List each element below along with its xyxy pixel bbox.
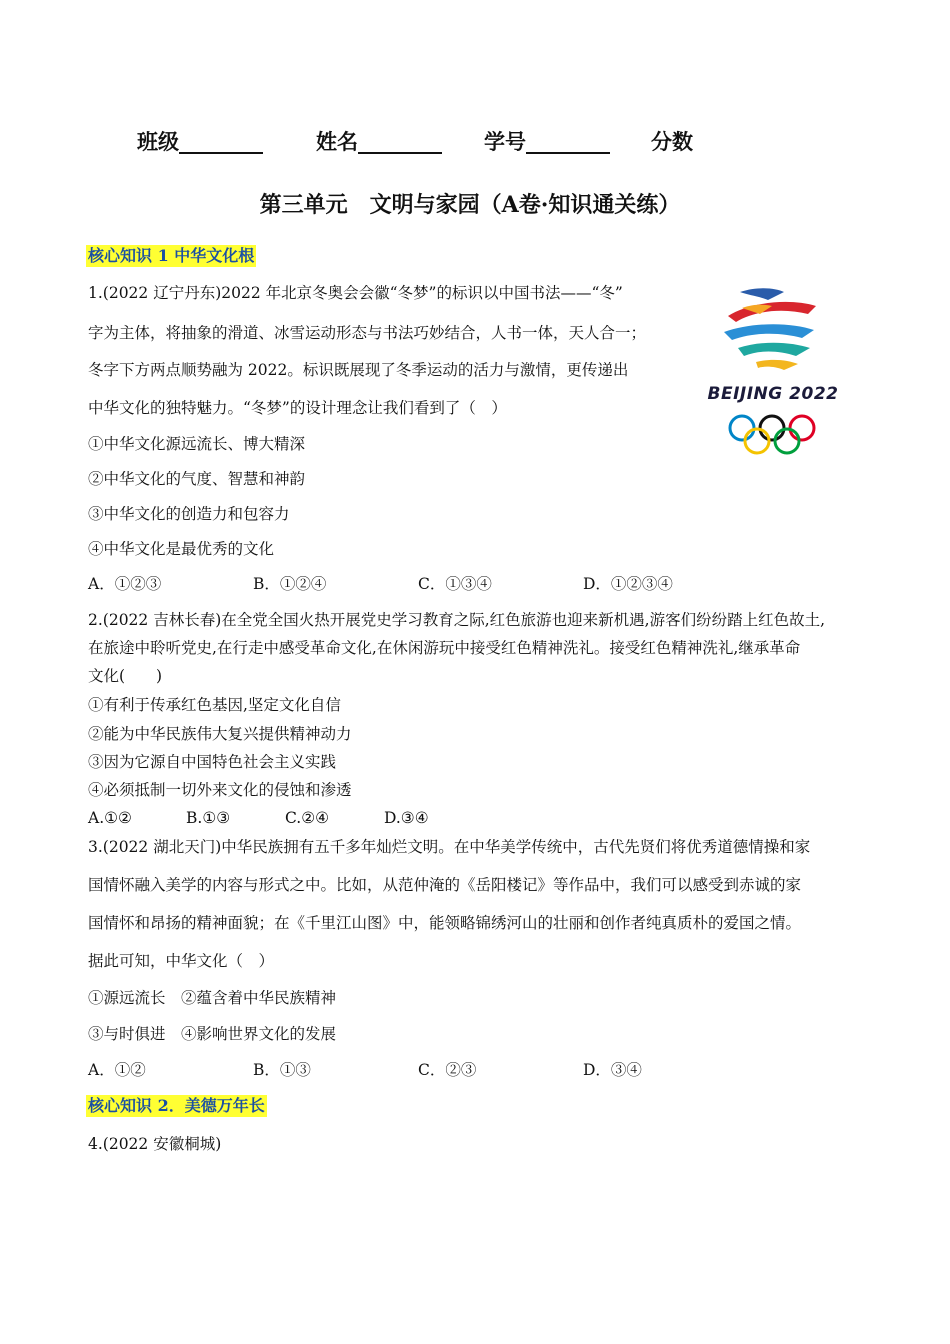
student-id-field-label: 学号________	[484, 129, 610, 154]
q2-option-c: C.②④	[285, 809, 330, 827]
q3-item: ③与时俱进 ④影响世界文化的发展	[88, 1025, 337, 1043]
emblem-wordmark: BEIJING 2022	[707, 384, 839, 404]
q2-option-a: A.①②	[88, 809, 132, 827]
beijing-2022-emblem	[698, 282, 848, 462]
q3-item: ①源远流长 ②蕴含着中华民族精神	[88, 989, 337, 1007]
q3-option-a: A．①②	[88, 1061, 146, 1079]
q3-option-d: D．③④	[583, 1061, 642, 1079]
q2-item: ③因为它源自中国特色社会主义实践	[88, 753, 337, 771]
page-title: 第三单元 文明与家园（A卷·知识通关练）	[259, 192, 681, 218]
q2-item: ①有利于传承红色基因,坚定文化自信	[88, 696, 341, 714]
score-field-label: 分数	[651, 129, 693, 154]
q2-option-b: B.①③	[186, 809, 231, 827]
q1-item: ②中华文化的气度、智慧和神韵	[88, 470, 306, 488]
q1-option-a: A．①②③	[88, 575, 162, 593]
q2-option-d: D.③④	[384, 809, 429, 827]
section-heading-2: 核心知识 2．美德万年长	[88, 1096, 265, 1115]
q1-item: ①中华文化源远流长、博大精深	[88, 435, 306, 453]
emblem-dong-graphic	[698, 282, 848, 382]
q1-option-c: C．①③④	[418, 575, 492, 593]
q3-line: 国情怀融入美学的内容与形式之中。比如，从范仲淹的《岳阳楼记》等作品中，我们可以感受到赤诚的家	[88, 876, 802, 894]
q1-line: 字为主体，将抽象的滑道、冰雪运动形态与书法巧妙结合，人书一体，天人合一；	[88, 324, 647, 342]
q1-line: 中华文化的独特魅力。“冬梦”的设计理念让我们看到了（ ）	[88, 399, 507, 417]
q3-line: 国情怀和昂扬的精神面貌；在《千里江山图》中，能领略锦绣河山的壮丽和创作者纯真质朴的爱国之情。	[88, 914, 802, 932]
q1-line: 1.(2022 辽宁丹东)2022 年北京冬奥会会徽“冬梦”的标识以中国书法——“冬”	[88, 284, 623, 302]
q3-option-c: C．②③	[418, 1061, 477, 1079]
q2-item: ④必须抵制一切外来文化的侵蚀和渗透	[88, 781, 352, 799]
section-heading-1: 核心知识 1 中华文化根	[88, 246, 255, 265]
q1-item: ③中华文化的创造力和包容力	[88, 505, 290, 523]
olympic-rings-icon	[726, 412, 818, 458]
q1-item: ④中华文化是最优秀的文化	[88, 540, 275, 558]
q3-line: 据此可知，中华文化（ ）	[88, 952, 275, 970]
q2-line: 文化( )	[88, 667, 163, 685]
q2-line: 2.(2022 吉林长春)在全党全国火热开展党史学习教育之际,红色旅游也迎来新机遇,游客们纷纷踏上红色故土,	[88, 611, 826, 629]
q4-line: 4.(2022 安徽桐城)	[88, 1135, 222, 1153]
q1-option-d: D．①②③④	[583, 575, 673, 593]
name-field-label: 姓名________	[316, 129, 442, 154]
q2-line: 在旅途中聆听党史,在行走中感受革命文化,在休闲游玩中接受红色精神洗礼。接受红色精神洗礼,继承革命	[88, 639, 801, 657]
q2-item: ②能为中华民族伟大复兴提供精神动力	[88, 725, 352, 743]
q3-line: 3.(2022 湖北天门)中华民族拥有五千多年灿烂文明。在中华美学传统中，古代先贤们将优秀道德情操和家	[88, 838, 811, 856]
q1-option-b: B．①②④	[253, 575, 327, 593]
class-field-label: 班级________	[137, 129, 263, 154]
q1-line: 冬字下方两点顺势融为 2022。标识既展现了冬季运动的活力与激情，更传递出	[88, 361, 629, 379]
q3-option-b: B．①③	[253, 1061, 311, 1079]
